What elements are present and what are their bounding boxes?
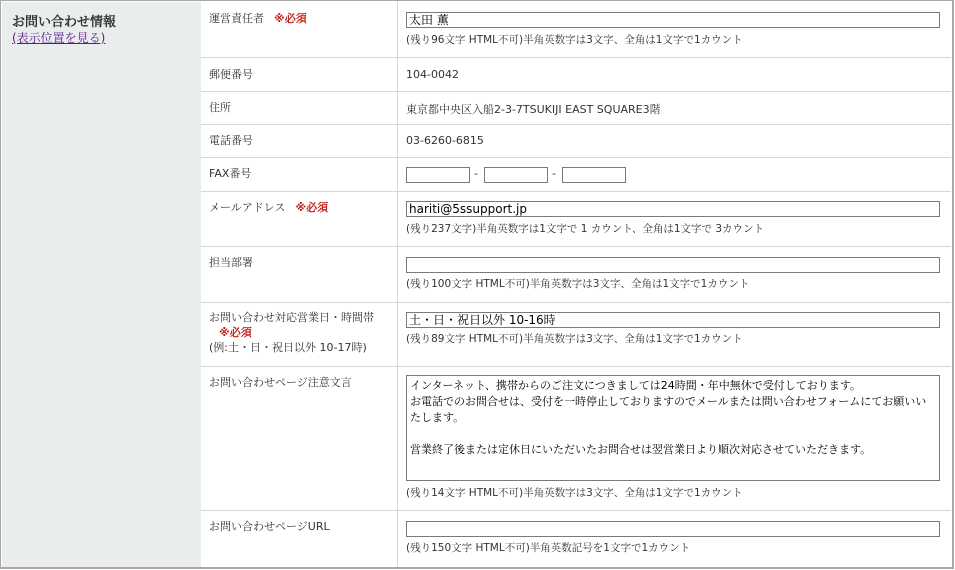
label-cell: [201, 367, 398, 510]
address-label: 住所: [209, 101, 231, 114]
section-sidebar: [2, 2, 202, 567]
manager-input[interactable]: 太田 薫: [406, 12, 940, 28]
label-cell: [201, 158, 398, 191]
department-note: (残り100文字 HTML不可)半角英数字は3文字、全角は1文字で1カウント: [406, 278, 750, 290]
row-url: [201, 511, 951, 567]
required-mark: ※必須: [274, 12, 307, 25]
label-cell: [201, 1, 398, 57]
hours-label: お問い合わせ対応営業日・時間帯: [209, 311, 374, 324]
fax-label: FAX番号: [209, 167, 252, 180]
label-cell: [201, 511, 398, 567]
label-cell: [201, 92, 398, 124]
row-manager: [201, 1, 951, 58]
label-cell: [201, 125, 398, 157]
notice-note: (残り14文字 HTML不可)半角英数字は3文字、全角は1文字で1カウント: [406, 487, 743, 499]
zip-value: 104-0042: [406, 68, 459, 81]
email-label-wrap: [209, 201, 328, 215]
required-mark: ※必須: [219, 326, 252, 339]
address-value: 東京都中央区入船2-3-7TSUKIJI EAST SQUARE3階: [406, 103, 661, 116]
label-cell: [201, 303, 398, 366]
notice-textarea[interactable]: インターネット、携帯からのご注文につきましては24時間・年中無休で受付しております。 お電話でのお問合せは、受付を一時停止しておりますのでメールまたは問い合わせフォームにてお願いいたします。 営業終了後または定休日にいただいたお問合せは翌営業日より順次対応させていただきます。: [406, 375, 940, 481]
section-title: お問い合わせ情報: [12, 15, 117, 30]
fax-separator: -: [474, 167, 478, 180]
row-address: [201, 92, 951, 125]
manager-label: 運営責任者: [209, 12, 264, 25]
row-notice: [201, 367, 951, 511]
email-input[interactable]: hariti@5ssupport.jp: [406, 201, 940, 217]
row-department: [201, 247, 951, 303]
url-note: (残り150文字 HTML不可)半角英数記号を1文字で1カウント: [406, 542, 691, 554]
manager-label-wrap: [209, 12, 307, 26]
hours-note: (残り89文字 HTML不可)半角英数字は3文字、全角は1文字で1カウント: [406, 333, 743, 345]
label-cell: [201, 247, 398, 302]
email-note: (残り237文字)半角英数字は1文字で 1 カウント、全角は1文字で 3カウント: [406, 223, 765, 235]
phone-value: 03-6260-6815: [406, 134, 484, 147]
department-label: 担当部署: [209, 256, 253, 269]
hours-input[interactable]: 土・日・祝日以外 10-16時: [406, 312, 940, 328]
required-mark: ※必須: [295, 201, 329, 214]
department-input[interactable]: [406, 257, 940, 273]
manager-note: (残り96文字 HTML不可)半角英数字は3文字、全角は1文字で1カウント: [406, 34, 743, 46]
url-label: お問い合わせページURL: [209, 520, 330, 533]
hours-required-wrap: [209, 326, 252, 340]
row-zip: [201, 58, 951, 92]
fax-input-2[interactable]: [484, 167, 548, 183]
row-hours: [201, 303, 951, 367]
row-email: [201, 192, 951, 247]
zip-label: 郵便番号: [209, 68, 253, 81]
phone-label: 電話番号: [209, 134, 253, 147]
show-position-link[interactable]: (表示位置を見る): [12, 31, 106, 45]
hours-example: (例:土・日・祝日以外 10-17時): [209, 341, 367, 354]
row-fax: [201, 158, 951, 192]
notice-label: お問い合わせページ注意文言: [209, 376, 352, 389]
fax-separator: -: [552, 167, 556, 180]
row-phone: [201, 125, 951, 158]
label-cell: [201, 58, 398, 91]
url-input[interactable]: [406, 521, 940, 537]
fax-input-3[interactable]: [562, 167, 626, 183]
email-label: メールアドレス: [209, 201, 286, 214]
label-cell: [201, 192, 398, 246]
fax-input-1[interactable]: [406, 167, 470, 183]
